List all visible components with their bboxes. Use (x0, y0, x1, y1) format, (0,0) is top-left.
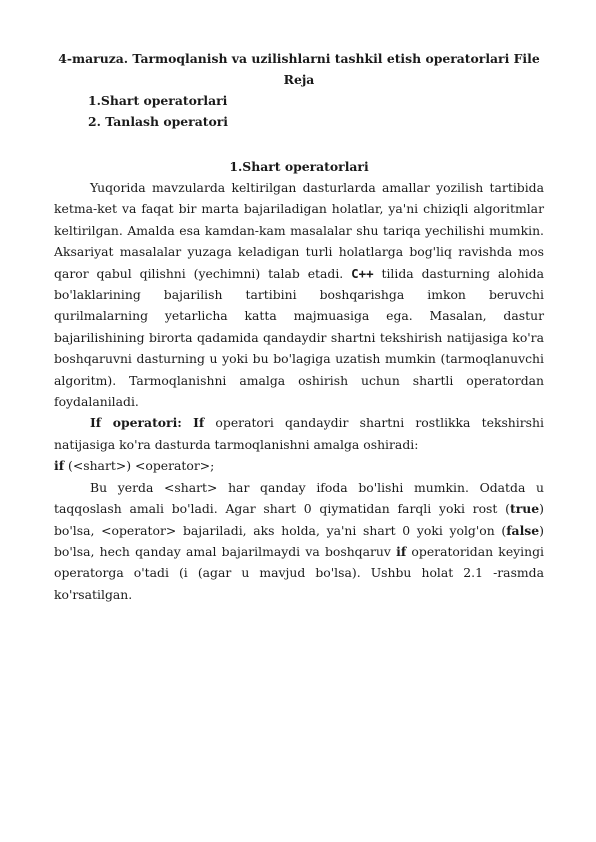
explanation-text-3: ) bo'lsa, hech qanday amal bajarilmaydi va boshqaruv (54, 522, 544, 559)
if-syntax-line (54, 455, 544, 476)
paragraph-intro (54, 177, 544, 412)
paragraph-if-operator (54, 412, 544, 455)
plan-item-1: 1.Shart operatorlari (88, 93, 228, 108)
false-keyword: false (506, 522, 540, 538)
explanation-text-4: operatoridan keyingi operatorga o'tadi (i (agar u mavjud bo'lsa). Ushbu holat 2.1 -rasmda ko'rsatilgan. (54, 543, 544, 602)
explanation-text-1: Bu yerda <shart> har qanday ifoda bo'lishi mumkin. Odatda u taqqoslash amali bo'ladi. Agar shart 0 qiymatidan farqli yoki rost ( (54, 479, 544, 517)
paragraph-explanation (54, 477, 544, 605)
if-operator-text: operatori qandaydir shartni rostlikka tekshirshi natijasiga ko'ra dasturda tarmoqlanishni amalga oshiradi: (54, 415, 544, 452)
section-heading: 1.Shart operatorlari (229, 159, 369, 174)
explanation-text-2: ) bo'lsa, <operator> bajariladi, aks holda, ya'ni shart 0 yoki yolg'on ( (54, 501, 544, 538)
explanation-if-keyword: if (396, 543, 407, 559)
if-operator-label: If operatori: (90, 415, 182, 431)
plan-heading: Reja (283, 72, 315, 87)
plan-list (54, 90, 544, 132)
cpp-keyword: C++ (351, 265, 374, 281)
document-page (54, 48, 544, 605)
document-title: 4-maruza. Tarmoqlanish va uzilishlarni tashkil etish operatorlari File (58, 51, 540, 66)
true-keyword: true (510, 501, 540, 517)
plan-item-2: 2. Tanlash operatori (88, 114, 228, 129)
paragraph-intro-text-1: Yuqorida mavzularda keltirilgan dasturlarda amallar yozilish tartibida ketma-ket va faqat bir marta bajariladigan holatlar, ya'ni chiziqli algoritmlar keltirilgan. Amalda esa kamdan-kam masalalar shu tariqa yechilishi mumkin. Aksariyat masalalar yuzaga keladigan turli holatlarga bog'liq ravishda mos qaror qabul qilishni (yechimni) talab etadi. (54, 180, 544, 281)
syntax-rest: (<shart>) <operator>; (68, 458, 215, 474)
syntax-if-keyword: if (54, 458, 65, 474)
if-keyword: If (193, 415, 205, 431)
paragraph-intro-text-2: tilida dasturning alohida bo'laklarining bajarilish tartibini boshqarishga imkon beruvchi qurilmalarning yetarlicha katta majmuasiga ega. Masalan, dastur bajarilishining birorta qadamida qandaydir shartni tekshirish natijasiga ko'ra boshqaruvni dasturning u yoki bu bo'lagiga uzatish mumkin (tarmoqlanuvchi algoritm). Tarmoqlanishni amalga oshirish uchun shartli operatordan foydalaniladi. (54, 265, 544, 410)
